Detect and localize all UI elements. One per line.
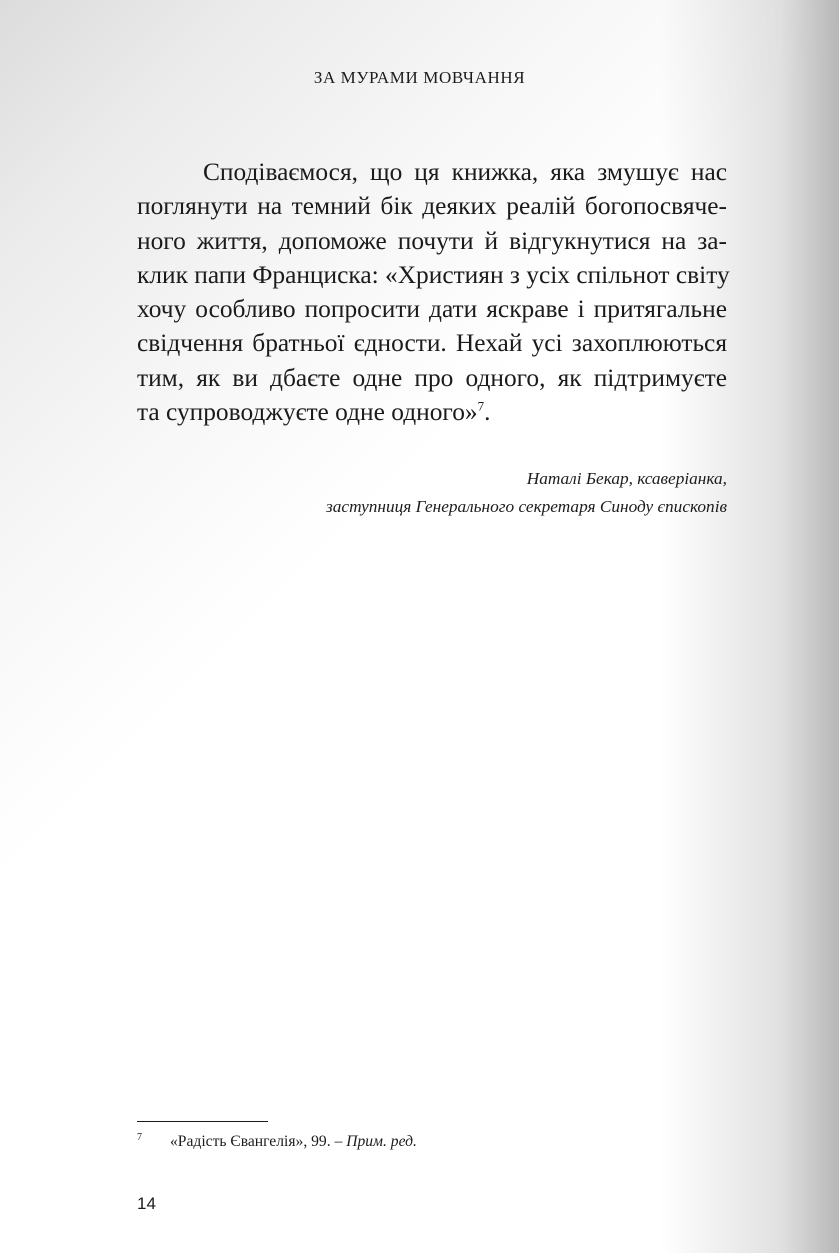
paragraph-line-last	[137, 395, 727, 429]
signature-block	[326, 465, 727, 521]
paragraph-line: тим, як ви дбаєте одне про одного, як підтримуєте	[137, 363, 727, 392]
paragraph-line-text: та супроводжуєте одне одного»	[137, 398, 478, 427]
final-period: .	[484, 398, 491, 427]
footnote-text: «Радість Євангелія», 99. –	[170, 1133, 347, 1150]
footnote-abbreviation: Прим. ред.	[346, 1133, 417, 1150]
body-paragraph	[137, 155, 730, 429]
paragraph-line: свідчення братньої єдности. Нехай усі захоплюються	[137, 329, 727, 358]
page-number: 14	[137, 1194, 156, 1213]
signature-author: Наталі Бекар, ксаверіанка,	[526, 469, 727, 488]
signature-title: заступниця Генерального секретаря Синоду єпископів	[326, 497, 727, 516]
paragraph-line: Сподіваємося, що ця книжка, яка змушує нас	[203, 158, 727, 186]
running-header: ЗА МУРАМИ МОВЧАННЯ	[313, 68, 526, 87]
paragraph-line: ного життя, допоможе почути й відгукнутися на за-	[137, 226, 727, 255]
footnote-divider	[137, 1121, 268, 1122]
footnote: 7 «Радість Євангелія», 99. – Прим. ред.	[137, 1131, 417, 1150]
paragraph-line: поглянути на темний бік деяких реалій богопосвяче-	[137, 192, 727, 221]
paragraph-line: хочу особливо попросити дати яскраве і притягальне	[137, 295, 727, 324]
paragraph-line: клик папи Франциска: «Християн з усіх спільнот світу	[137, 260, 730, 289]
footnote-reference[interactable]: 7	[477, 398, 485, 414]
